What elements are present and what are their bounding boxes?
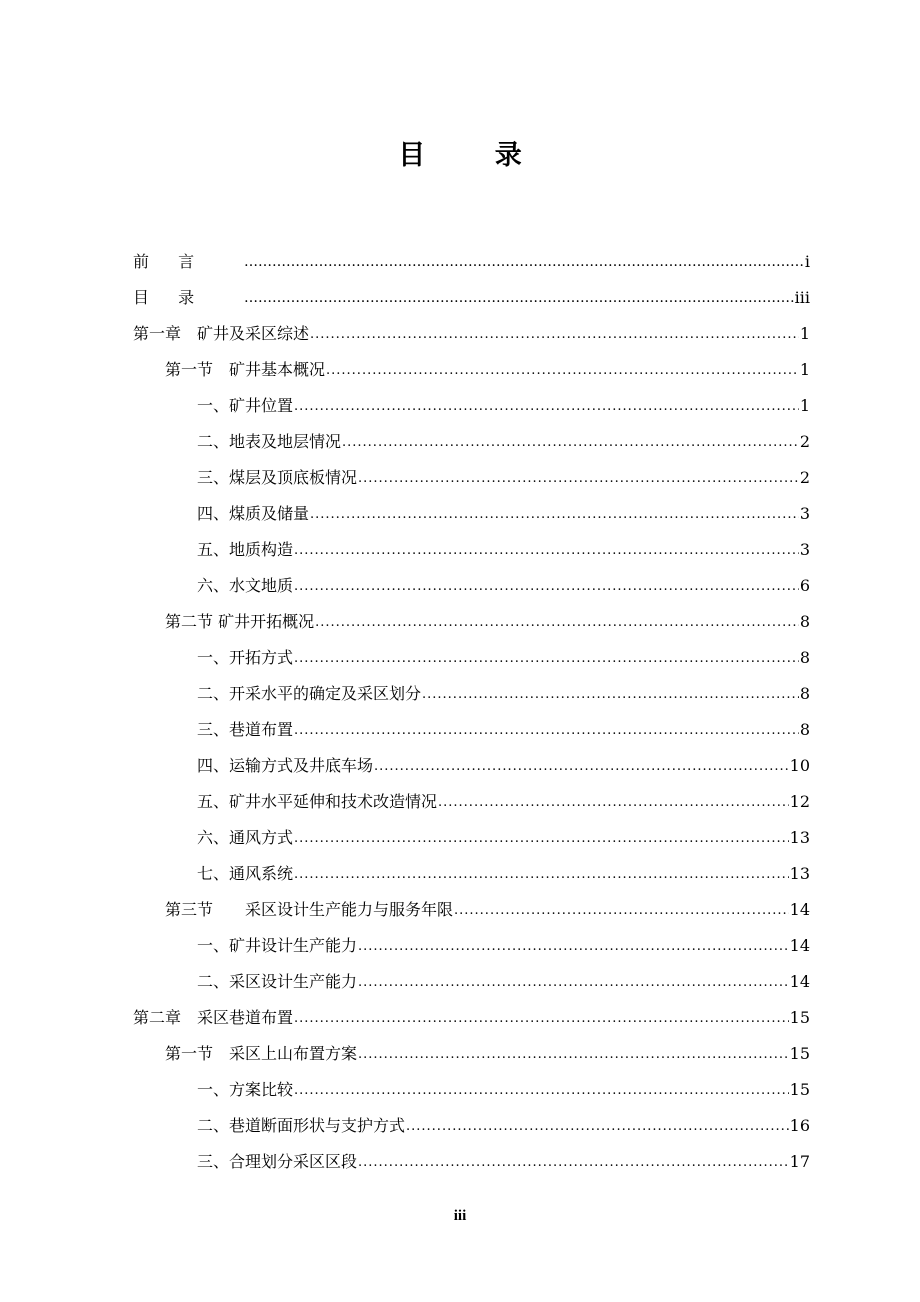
toc-dot-leader bbox=[358, 972, 789, 992]
toc-dot-leader bbox=[244, 252, 804, 272]
toc-entry-label: 二、巷道断面形状与支护方式 bbox=[197, 1116, 406, 1135]
toc-dot-leader bbox=[454, 900, 789, 920]
toc-entry-page: 15 bbox=[789, 1008, 810, 1027]
toc-entry-page: 14 bbox=[789, 900, 810, 919]
toc-entry[interactable] bbox=[0, 1072, 920, 1108]
toc-entry-label: 六、通风方式 bbox=[197, 828, 294, 847]
toc-entry[interactable] bbox=[0, 1108, 920, 1144]
toc-entry-label: 二、采区设计生产能力 bbox=[197, 972, 358, 991]
toc-dot-leader bbox=[294, 1008, 789, 1028]
toc-entry-page: 2 bbox=[799, 468, 810, 487]
toc-entry-page: 3 bbox=[799, 504, 810, 523]
toc-dot-leader bbox=[294, 864, 789, 884]
toc-entry-label: 三、巷道布置 bbox=[197, 720, 294, 739]
toc-entry-page: 8 bbox=[799, 648, 810, 667]
toc-entry-page: 1 bbox=[799, 324, 810, 343]
toc-entry[interactable] bbox=[0, 460, 920, 496]
toc-entry-page: 12 bbox=[789, 792, 810, 811]
toc-entry[interactable] bbox=[0, 1000, 920, 1036]
toc-dot-leader bbox=[438, 792, 789, 812]
toc-entry-page: 17 bbox=[789, 1152, 810, 1171]
page-title: 目 录 bbox=[398, 140, 552, 171]
page-number: iii bbox=[453, 1208, 467, 1224]
toc-entry[interactable] bbox=[0, 892, 920, 928]
toc-entry-label: 七、通风系统 bbox=[197, 864, 294, 883]
toc-dot-leader bbox=[294, 540, 799, 560]
toc-entry-page: 15 bbox=[789, 1044, 810, 1063]
toc-dot-leader bbox=[294, 720, 799, 740]
toc-entry-label: 一、方案比较 bbox=[197, 1080, 294, 1099]
toc-dot-leader bbox=[294, 648, 799, 668]
toc-entry[interactable] bbox=[0, 1036, 920, 1072]
toc-dot-leader bbox=[358, 1044, 789, 1064]
toc-entry-label: 第一节 矿井基本概况 bbox=[165, 360, 326, 379]
toc-dot-leader bbox=[294, 828, 789, 848]
toc-entry-label: 二、地表及地层情况 bbox=[197, 432, 342, 451]
toc-entry-page: 14 bbox=[789, 972, 810, 991]
toc-dot-leader bbox=[326, 360, 799, 380]
toc-entry[interactable] bbox=[0, 676, 920, 712]
toc-entry-page: 8 bbox=[799, 612, 810, 631]
toc-entry-label: 第三节 采区设计生产能力与服务年限 bbox=[165, 900, 454, 919]
toc-entry[interactable] bbox=[0, 928, 920, 964]
toc-entry-page: 15 bbox=[789, 1080, 810, 1099]
toc-entry-label: 前 言 bbox=[133, 252, 207, 271]
toc-entry[interactable] bbox=[0, 496, 920, 532]
toc-dot-leader bbox=[294, 1080, 789, 1100]
toc-entry[interactable] bbox=[0, 712, 920, 748]
toc-entry-page: i bbox=[804, 252, 810, 271]
toc-entry-page: 13 bbox=[789, 864, 810, 883]
toc-entry-label: 四、煤质及储量 bbox=[197, 504, 310, 523]
toc-entry[interactable] bbox=[0, 424, 920, 460]
toc-dot-leader bbox=[374, 756, 789, 776]
toc-entry-page: 1 bbox=[799, 360, 810, 379]
toc-entry-page: 14 bbox=[789, 936, 810, 955]
toc-entry[interactable] bbox=[0, 316, 920, 352]
toc-dot-leader bbox=[294, 396, 799, 416]
toc-entry-label: 三、煤层及顶底板情况 bbox=[197, 468, 358, 487]
toc-entry[interactable] bbox=[0, 820, 920, 856]
toc-entry[interactable] bbox=[0, 388, 920, 424]
toc-entry-page: iii bbox=[794, 288, 810, 307]
toc-entry[interactable] bbox=[0, 244, 920, 280]
toc-entry-page: 3 bbox=[799, 540, 810, 559]
toc-entry[interactable] bbox=[0, 1144, 920, 1180]
toc-dot-leader bbox=[358, 468, 799, 488]
toc-entry[interactable] bbox=[0, 280, 920, 316]
toc-entry[interactable] bbox=[0, 964, 920, 1000]
toc-dot-leader bbox=[406, 1116, 789, 1136]
toc-entry-label: 四、运输方式及井底车场 bbox=[197, 756, 374, 775]
toc-dot-leader bbox=[422, 684, 799, 704]
toc-dot-leader bbox=[315, 612, 799, 632]
toc-entry-label: 第二节 矿井开拓概况 bbox=[165, 612, 315, 631]
toc-entry-label: 五、矿井水平延伸和技术改造情况 bbox=[197, 792, 438, 811]
toc-entry-label: 第一章 矿井及采区综述 bbox=[133, 324, 310, 343]
toc-dot-leader bbox=[294, 576, 799, 596]
toc-entry[interactable] bbox=[0, 640, 920, 676]
toc-entry-page: 10 bbox=[789, 756, 810, 775]
toc-entry[interactable] bbox=[0, 856, 920, 892]
toc-entry-page: 6 bbox=[799, 576, 810, 595]
toc-dot-leader bbox=[358, 1152, 789, 1172]
toc-dot-leader bbox=[342, 432, 799, 452]
toc-entry-page: 13 bbox=[789, 828, 810, 847]
toc-entry-label: 一、矿井设计生产能力 bbox=[197, 936, 358, 955]
toc-dot-leader bbox=[310, 504, 799, 524]
toc-entry-label: 一、开拓方式 bbox=[197, 648, 294, 667]
table-of-contents bbox=[0, 244, 920, 1180]
toc-entry-label: 二、开采水平的确定及采区划分 bbox=[197, 684, 422, 703]
toc-entry-page: 16 bbox=[789, 1116, 810, 1135]
toc-entry-label: 第一节 采区上山布置方案 bbox=[165, 1044, 358, 1063]
toc-entry[interactable] bbox=[0, 748, 920, 784]
toc-entry[interactable] bbox=[0, 784, 920, 820]
toc-entry[interactable] bbox=[0, 352, 920, 388]
toc-dot-leader bbox=[244, 288, 794, 308]
toc-entry[interactable] bbox=[0, 604, 920, 640]
toc-entry[interactable] bbox=[0, 532, 920, 568]
toc-entry-page: 1 bbox=[799, 396, 810, 415]
toc-entry-label: 第二章 采区巷道布置 bbox=[133, 1008, 294, 1027]
toc-entry-label: 六、水文地质 bbox=[197, 576, 294, 595]
toc-entry-label: 目 录 bbox=[133, 288, 207, 307]
toc-dot-leader bbox=[310, 324, 799, 344]
toc-entry-label: 一、矿井位置 bbox=[197, 396, 294, 415]
toc-dot-leader bbox=[358, 936, 789, 956]
toc-entry[interactable] bbox=[0, 568, 920, 604]
toc-entry-label: 三、合理划分采区区段 bbox=[197, 1152, 358, 1171]
toc-entry-page: 2 bbox=[799, 432, 810, 451]
toc-entry-label: 五、地质构造 bbox=[197, 540, 294, 559]
toc-entry-page: 8 bbox=[799, 684, 810, 703]
toc-entry-page: 8 bbox=[799, 720, 810, 739]
